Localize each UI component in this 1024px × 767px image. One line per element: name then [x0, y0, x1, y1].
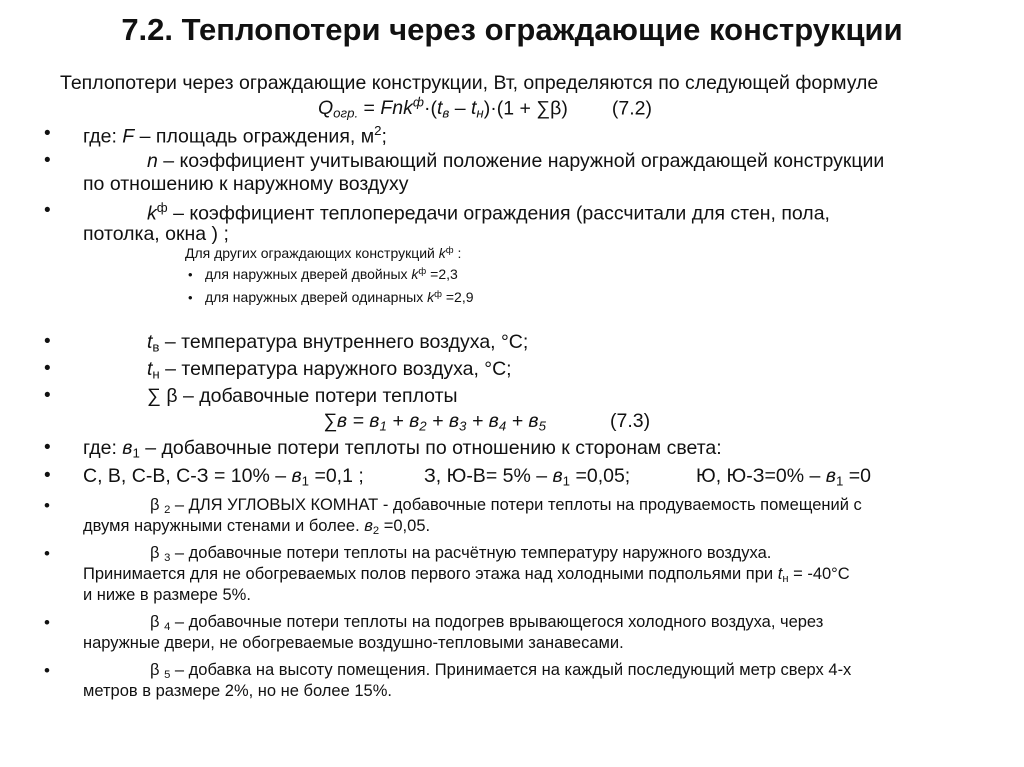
b4-line-cont: наружные двери, не обогреваемые воздушно-тепловыми занавесами. — [83, 634, 624, 652]
bullet: • — [44, 385, 51, 406]
bullet: • — [44, 437, 51, 458]
bullet: • — [44, 331, 51, 352]
bullet: • — [188, 290, 193, 305]
other-constructions: Для других ограждающих конструкций $k^ф$ : — [185, 245, 462, 262]
bullet: • — [44, 661, 50, 680]
bullet: • — [44, 465, 51, 486]
door-single: для наружных дверей одинарных $k^ф =2,9$ — [205, 289, 474, 306]
n-line: n – коэффициент учитывающий положение наружной ограждающей конструкции — [147, 150, 885, 172]
b2-line: β $_2$ – ДЛЯ УГЛОВЫХ КОМНАТ - добавочные потери теплоты на продуваемость помещений с — [150, 496, 862, 516]
sides-north: С, В, С-В, $С-З = 10\% - в_1 =0,1$ ; — [83, 465, 364, 489]
b3-line: β $_3$ – добавочные потери теплоты на расчётную температуру наружного воздуха. — [150, 544, 772, 564]
b5-line-cont: метров в размере 2%, но не более 15%. — [83, 682, 392, 700]
b4-line: β $_4$ – добавочные потери теплоты на подогрев врывающегося холодного воздуха, через — [150, 613, 824, 633]
bullet: • — [44, 613, 50, 632]
formula-7-3: $\sum в = в_1 + в_2 + в_3 + в_4 + в_5$ (7.3) — [323, 410, 651, 434]
tv-line: $t_в$ – температура внутреннего воздуха, °С; — [147, 331, 529, 355]
b3-line-cont: Принимается для не обогреваемых полов первого этажа над холодными подпольями при $t_н = -40^\circ С$ — [83, 565, 850, 585]
bullet: • — [44, 544, 50, 563]
bullet: • — [44, 358, 51, 379]
bullet: • — [44, 496, 50, 515]
bullet: • — [188, 267, 193, 282]
intro-text: Теплопотери через ограждающие конструкции, Вт, определяются по следующей формуле — [60, 72, 879, 94]
bullet: • — [44, 123, 51, 144]
bullet: • — [44, 200, 51, 221]
tn-line: $t_н$ – температура наружного воздуха, °С; — [147, 358, 512, 382]
kf-line: $k^ф$ – коэффициент теплопередачи ограждения (рассчитали для стен, пола, — [147, 200, 830, 225]
where-b1-line: где: $в_1$ – добавочные потери теплоты по отношению к сторонам света: — [83, 437, 722, 461]
n-line-cont: по отношению к наружному воздуху — [83, 173, 409, 195]
sides-south: Ю, $Ю-З=0\% - в_1 =0$ — [696, 465, 871, 489]
formula-7-2: $Q_{огр.} = Fnk^ф\cdot(t_в - t_н)\cdot(1 + \sum\beta)$ (7.2) — [318, 95, 652, 121]
sum-beta-line: ∑ β – добавочные потери теплоты — [147, 385, 458, 407]
page-title: 7.2. Теплопотери через ограждающие конструкции — [121, 12, 903, 47]
bullet: • — [44, 150, 51, 171]
sides-west: З, $Ю-В= 5\% - в_1 =0,05$; — [424, 465, 631, 489]
where-f-line: где: F – площадь ограждения, $м^2$; — [83, 123, 387, 148]
door-double: для наружных дверей двойных $k^ф =2,3$ — [205, 266, 458, 283]
b3-line-cont2: и ниже в размере 5%. — [83, 586, 251, 604]
kf-line-cont: потолка, окна ) ; — [83, 223, 229, 245]
b5-line: β $_5$ – добавка на высоту помещения. Принимается на каждый последующий метр сверх 4-х — [150, 661, 852, 681]
b2-line-cont: двумя наружными стенами и более. $в_2 =0,05$. — [83, 517, 431, 537]
